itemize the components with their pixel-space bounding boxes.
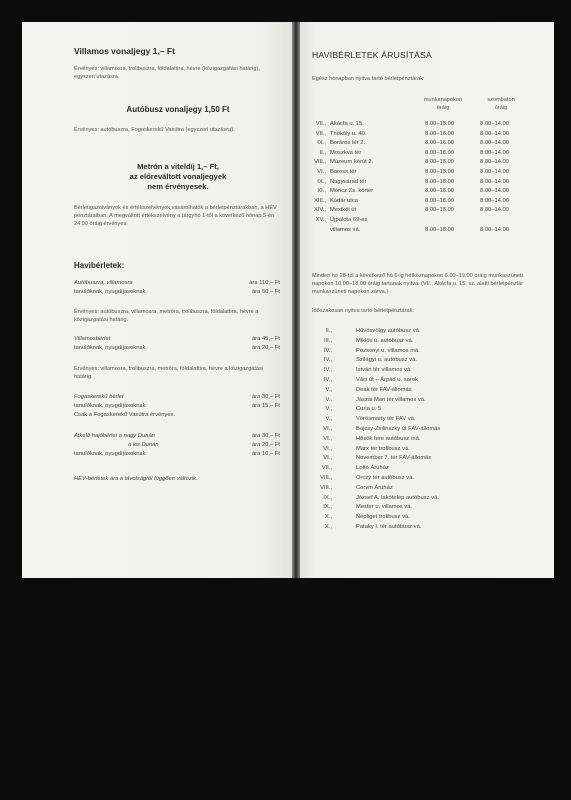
haviberletek-title: Havibérletek: bbox=[74, 261, 125, 270]
temp-place: Vörösmarty tér FAV vá. bbox=[356, 416, 416, 423]
office-weekday-hours: 8.00–18.00 bbox=[425, 207, 455, 214]
temp-district: IV., bbox=[323, 357, 332, 364]
temp-district: VI., bbox=[323, 455, 332, 462]
office-saturday-hours: 8.00–14.00 bbox=[480, 130, 510, 137]
office-place: Mexikói út bbox=[330, 207, 357, 214]
office-place: Móricz Zs. körtér bbox=[330, 188, 374, 195]
office-saturday-hours: 8.00–14.00 bbox=[480, 149, 510, 156]
office-district: II., bbox=[319, 149, 326, 156]
office-saturday-hours: 8.00–14.00 bbox=[480, 169, 510, 175]
col-weekday-header-1: munkanapokon bbox=[423, 97, 463, 103]
atkelo-label-1: Átkelő hajóbérlet a nagy Dunán bbox=[74, 433, 155, 439]
temp-district: VIII., bbox=[320, 484, 332, 491]
temp-place: November 7. tér FAV-állomás bbox=[356, 455, 432, 462]
office-district: VI., bbox=[317, 169, 326, 175]
temp-place: Lottó Áruház bbox=[356, 465, 389, 472]
office-weekday-hours: 8.00–16.00 bbox=[425, 130, 455, 137]
office-district: IX., bbox=[317, 178, 326, 185]
office-weekday-hours: 8.00–18.00 bbox=[425, 121, 455, 127]
atkelo-price-2: ára 20,– Ft bbox=[251, 442, 280, 448]
office-saturday-hours: 8.00–14.00 bbox=[480, 207, 510, 214]
temp-district: IV., bbox=[323, 367, 332, 374]
office-district: XIV., bbox=[313, 207, 326, 214]
block2-price2: ára 20,– Ft bbox=[251, 345, 280, 351]
office-weekday-hours: 8.00–18.00 bbox=[425, 159, 455, 166]
temp-place: Szilágyi u. autóbusz vá. bbox=[356, 357, 417, 364]
temp-place: Váci út – Árpád u. sarok bbox=[356, 377, 418, 383]
metro-notice bbox=[74, 162, 282, 192]
office-saturday-hours: 8.00–14.00 bbox=[480, 121, 510, 127]
temp-place: Deák tér FAV-állomás bbox=[356, 386, 412, 393]
temp-district: V., bbox=[325, 406, 332, 413]
office-saturday-hours: 8.00–14.00 bbox=[480, 197, 510, 204]
temp-place: István tér villamos vá. bbox=[356, 367, 412, 374]
block1-sub: tanulóknak, nyugdíjasoknak bbox=[74, 289, 146, 295]
block3-label: Fogaskerekű bérlet bbox=[74, 394, 124, 400]
temp-place: József A. lakótelep autóbusz vá. bbox=[356, 494, 439, 501]
col-saturday-header-2: óráig bbox=[494, 105, 508, 111]
temp-district: II., bbox=[325, 328, 332, 334]
villamos-title: Villamos vonaljegy 1,– Ft bbox=[74, 46, 175, 56]
temp-place: Orczy tér autóbusz vá. bbox=[356, 475, 414, 481]
temp-place: Marx tér trolibusz vá. bbox=[356, 445, 410, 452]
block2-label: Villamosbérlet bbox=[74, 336, 111, 342]
block3-sub: tanulóknak, nyugdíjasoknak bbox=[74, 403, 146, 409]
col-weekday-header bbox=[408, 96, 478, 112]
office-place: Baross tér bbox=[330, 169, 357, 175]
office-place: Nagyvárad tér bbox=[330, 178, 367, 185]
temp-district: IX., bbox=[323, 494, 332, 501]
office-place: Thököly u. 40. bbox=[330, 130, 367, 137]
atkelo-label-2: a kis Dunán bbox=[128, 442, 159, 448]
temp-place: Hűvösvölgy autóbusz vá. bbox=[356, 328, 421, 334]
office-weekday-hours: 8.00–16.00 bbox=[425, 140, 455, 147]
temp-place: Corvin Áruház bbox=[356, 484, 393, 491]
temp-place: Pataky I. tér autóbusz vá. bbox=[356, 524, 422, 530]
block3-price1: ára 30,– Ft bbox=[251, 394, 280, 400]
temp-place: Pozsonyi u. villamos má. bbox=[356, 347, 420, 354]
temp-district: X., bbox=[324, 524, 332, 530]
right-intro: Egész hónapban nyitva tartó bérletpénztárak: bbox=[312, 76, 425, 82]
col-saturday-header bbox=[475, 96, 527, 112]
col-saturday-header-1: szombaton bbox=[487, 97, 515, 103]
temp-district: IV., bbox=[323, 347, 332, 354]
temp-district: VII., bbox=[321, 465, 332, 472]
temp-place: Hősök tere autóbusz má. bbox=[356, 435, 421, 442]
office-place: Újpalota 69-es bbox=[330, 217, 368, 223]
office-place: villamos vá. bbox=[330, 226, 361, 233]
block1-label: Autóbuszra, villamosra bbox=[74, 280, 133, 286]
autobusz-text: Érvényes: autóbuszra, Fogaskerekű Vasútra (egyszeri utazásra). bbox=[74, 127, 235, 133]
office-place: Kádár utca bbox=[330, 197, 359, 204]
office-district: XIII., bbox=[314, 197, 326, 204]
office-weekday-hours: 8.00–18.00 bbox=[425, 178, 455, 185]
metro-title-2: az előreváltott vonaljegyek bbox=[129, 172, 227, 181]
block3-note: Csak a Fogaskerekű Vasútra érvényes. bbox=[74, 412, 176, 418]
office-place: Múzeum körút 2. bbox=[330, 159, 374, 166]
temp-district: VI., bbox=[323, 445, 332, 452]
block3-price2: ára 15,– Ft bbox=[251, 403, 280, 409]
right-title: HAVIBÉRLETEK ÁRUSÍTÁSA bbox=[312, 50, 432, 60]
office-saturday-hours: 8.00–14.00 bbox=[480, 159, 510, 166]
office-weekday-hours: 8.00–18.00 bbox=[425, 226, 455, 233]
temp-district: III., bbox=[323, 337, 332, 344]
office-district: VIII., bbox=[314, 159, 326, 166]
office-district: VII., bbox=[315, 121, 326, 127]
office-saturday-hours: 8.00–14.00 bbox=[480, 226, 510, 233]
office-weekday-hours: 8.00–18.00 bbox=[425, 188, 455, 195]
temp-district: VI., bbox=[323, 426, 332, 432]
block2-price1: ára 45,– Ft bbox=[251, 336, 280, 342]
temp-district: IX., bbox=[323, 504, 332, 511]
office-weekday-hours: 8.00–18.00 bbox=[425, 149, 455, 156]
left-page bbox=[22, 22, 292, 578]
office-district: XV., bbox=[315, 217, 326, 223]
atkelo-price-3: ára 10,– Ft bbox=[251, 451, 280, 457]
temp-district: VI., bbox=[323, 435, 332, 442]
hev-note: HÉV-bérletek ára a távolságtól függően változik. bbox=[74, 476, 198, 482]
office-saturday-hours: 8.00–14.00 bbox=[480, 178, 510, 185]
office-saturday-hours: 8.00–14.00 bbox=[480, 188, 510, 195]
metro-title-3: nem érvényesek. bbox=[147, 182, 209, 191]
block2-note: Érvényes: villamosra, trolibuszra, metróra, földalattira, hévre a közigazgatási határig. bbox=[74, 366, 264, 380]
temp-place: Népliget trolibusz vá. bbox=[356, 514, 410, 521]
opening-paragraph: Minden hó 28-tól a következő hó 6-ig hétköznapokon 6.00–19.00 óráig munkaszüneti napokon 10.00–18.00 óráig tartanak nyitva. (VII., Akácfa u. 15. sz. alatti bérletpénztár munkaszüneti napokon zárva.) bbox=[312, 273, 524, 295]
autobusz-title: Autóbusz vonaljegy 1,50 Ft bbox=[126, 105, 230, 114]
block1-price1: ára 110,– Ft bbox=[249, 280, 280, 286]
metro-title-1: Metrón a viteldíj 1,– Ft, bbox=[137, 162, 219, 171]
temp-district: IV., bbox=[323, 377, 332, 383]
col-weekday-header-2: óráig bbox=[436, 105, 450, 111]
temp-title: Időszakosan nyitva tartó bérletpénztárak: bbox=[312, 308, 414, 314]
temp-district: X., bbox=[324, 514, 332, 521]
office-saturday-hours: 8.00–14.00 bbox=[480, 140, 510, 147]
temp-place: Curia u. 5. bbox=[356, 406, 383, 413]
temp-district: VIII., bbox=[320, 475, 332, 481]
temp-district: V., bbox=[325, 416, 332, 423]
office-place: Akácfa u. 15. bbox=[330, 121, 364, 127]
book-gutter bbox=[292, 22, 300, 578]
block1-note: Érvényes: autóbuszra, villamosra, metróra, trolibuszra, földalattira, hévre a közigazgatási határig. bbox=[74, 309, 259, 323]
office-weekday-hours: 8.00–18.00 bbox=[425, 197, 455, 204]
berlet-text: Bérletigazolványok és értékszelvények vásárolhatók a bérletpénztárakban, a HÉV pénztáraiban. A megváltott értékszelvény a tárgyhó 1-től a következő hónap 5-én 24.00 óráig érvényes. bbox=[74, 205, 277, 227]
block1-price2: ára 50,– Ft bbox=[251, 289, 280, 295]
temp-place: Bajcsy-Zsilinszky út FAV-állomás bbox=[356, 426, 441, 432]
office-district: VII., bbox=[315, 130, 326, 137]
temp-place: Miklós u. autóbusz vá. bbox=[356, 337, 414, 344]
office-district: XI., bbox=[317, 188, 326, 195]
block2-sub: tanulóknak, nyugdíjasoknak bbox=[74, 345, 146, 351]
temp-district: V., bbox=[325, 396, 332, 403]
atkelo-price-1: ára 30,– Ft bbox=[251, 433, 280, 439]
temp-place: Mester u. villamos vá. bbox=[356, 504, 413, 511]
office-district: IX., bbox=[317, 140, 326, 147]
temp-district: V., bbox=[325, 386, 332, 393]
atkelo-sub: tanulóknak, nyugdíjasoknak bbox=[74, 451, 146, 457]
office-place: Boráros tér 2. bbox=[330, 140, 366, 147]
office-place: Moszkva tér bbox=[330, 149, 362, 156]
temp-place: Jászai Mari tér villamos vá. bbox=[356, 396, 426, 403]
right-page bbox=[300, 22, 554, 578]
villamos-text: Érvényes: villamosra, trolibuszra, földalattira, hévre (közigazgatási határig), egyszeri utazásra. bbox=[74, 66, 260, 80]
office-weekday-hours: 8.00–18.00 bbox=[425, 169, 455, 175]
